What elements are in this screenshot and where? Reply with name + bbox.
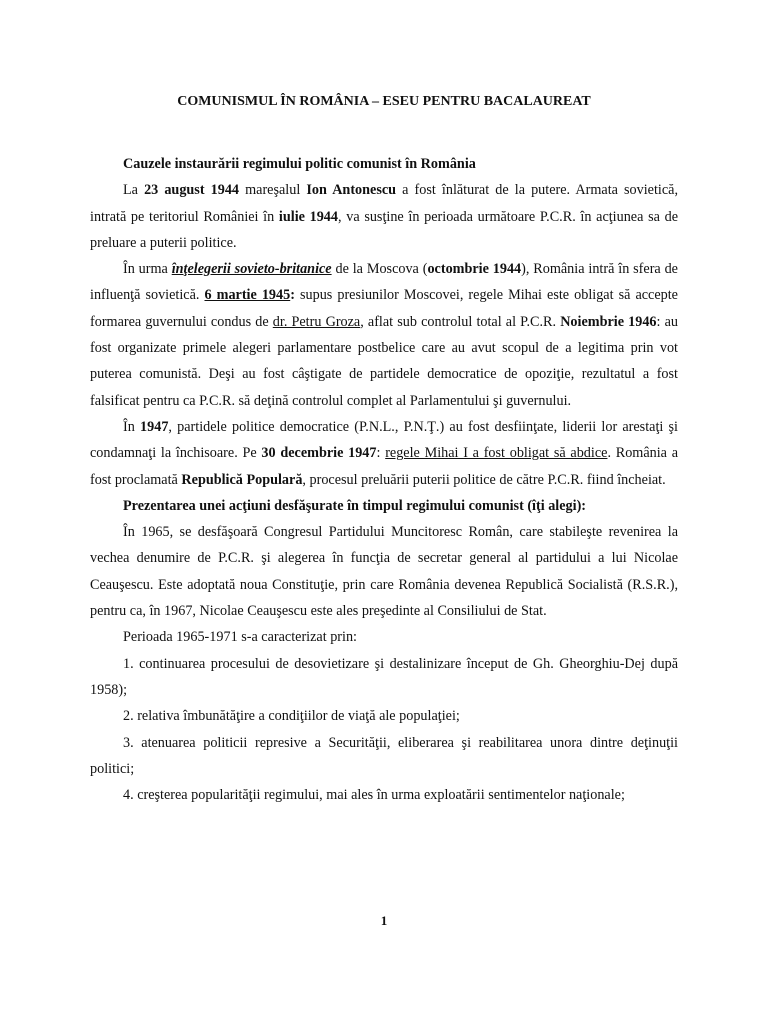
text: La xyxy=(123,182,145,199)
date-iulie-1944: iulie 1944 xyxy=(278,208,338,225)
soviet-british-agreement: înţelegerii sovieto-britanice xyxy=(171,261,332,278)
document-body xyxy=(90,151,678,808)
abdication-text: regele Mihai I a fost obligat să abdice xyxy=(385,445,608,462)
date-23-august-1944: 23 august 1944 xyxy=(144,182,240,199)
document-title: COMUNISMUL ÎN ROMÂNIA – ESEU PENTRU BACALAUREAT xyxy=(177,94,591,109)
text: mareşalul xyxy=(239,182,307,199)
date-1947: 1947 xyxy=(140,418,169,435)
page-number: 1 xyxy=(380,913,388,928)
text: de la Moscova ( xyxy=(331,261,428,278)
date-noiembrie-1946: Noiembrie 1946 xyxy=(560,313,657,330)
republica-populara: Republică Populară xyxy=(181,471,303,488)
name-ion-antonescu: Ion Antonescu xyxy=(306,182,397,199)
colon: : xyxy=(290,287,295,304)
list-item: 2. relativa îmbunătăţire a condiţiilor de viaţă ale populaţiei; xyxy=(123,708,460,725)
text: supus presiunilor Moscovei, regele Mihai este obligat să accepte formarea guvernului condus de xyxy=(90,287,678,330)
text: : au fost organizate primele alegeri parlamentare postbelice care au avut scopul de a legitima prin vot puterea comunistă. Deşi au fost câştigate de partidele democratice de opoziţie, rezultatul a fost falsificat pentru ca P.C.R. să deţină controlul complet al Parlamentului şi guvernului. xyxy=(90,313,678,409)
list-item: 3. atenuarea politicii represive a Securităţii, eliberarea şi reabilitarea unora dintre deţinuţii politici; xyxy=(90,734,678,777)
paragraph-1 xyxy=(90,177,678,256)
text: În urma xyxy=(123,261,172,278)
paragraph-2 xyxy=(90,256,678,414)
date-6-martie-1945: 6 martie 1945 xyxy=(204,287,291,304)
paragraph-4: În 1965, se desfăşoară Congresul Partidului Muncitoresc Român, care stabileşte revenirea la vechea denumire de P.C.R. şi alegerea în funcţia de secretar general al partidului a lui Nicolae Ceauşescu. Este adoptată noua Constituţie, prin care România devenea Republică Socialistă (R.S.R.), pentru ca, în 1967, Nicolae Ceauşescu este ales preşedinte al Consiliului de Stat. xyxy=(90,524,678,620)
paragraph-3 xyxy=(90,414,678,493)
paragraph-5: Perioada 1965-1971 s-a caracterizat prin: xyxy=(123,629,357,646)
text: , aflat sub controlul total al P.C.R. xyxy=(360,313,561,330)
date-30-decembrie-1947: 30 decembrie 1947 xyxy=(261,445,377,462)
section-heading-action: Prezentarea unei acţiuni desfăşurate în timpul regimului comunist (îţi alegi): xyxy=(123,497,587,514)
text: a fost înlăturat de la putere. Armata sovietică, intrată pe teritoriul României în xyxy=(90,182,678,225)
list-item: 1. continuarea procesului de desovietizare şi destalinizare început de Gh. Gheorghiu-Dej după 1958); xyxy=(90,655,678,698)
text: , partidele politice democratice (P.N.L., P.N.Ţ.) au fost desfiinţate, liderii lor arestaţi şi condamnaţi la închisoare. Pe xyxy=(90,418,678,462)
text: . România a fost proclamată xyxy=(90,445,678,488)
text: : xyxy=(376,445,386,462)
text: ), România intră în sfera de influenţă sovietică. xyxy=(90,261,678,304)
text: , procesul preluării puterii politice de către P.C.R. fiind încheiat. xyxy=(302,471,666,488)
text: În xyxy=(123,418,141,435)
section-heading-causes: Cauzele instaurării regimului politic comunist în România xyxy=(123,156,476,172)
list-item: 4. creşterea popularităţii regimului, mai ales în urma exploatării sentimentelor naţionale; xyxy=(123,787,625,804)
text: , va susţine în perioada următoare P.C.R. în acţiunea sa de preluare a puterii politice. xyxy=(90,208,678,251)
name-petru-groza: dr. Petru Groza xyxy=(272,313,361,330)
date-octombrie-1944: octombrie 1944 xyxy=(427,261,522,278)
